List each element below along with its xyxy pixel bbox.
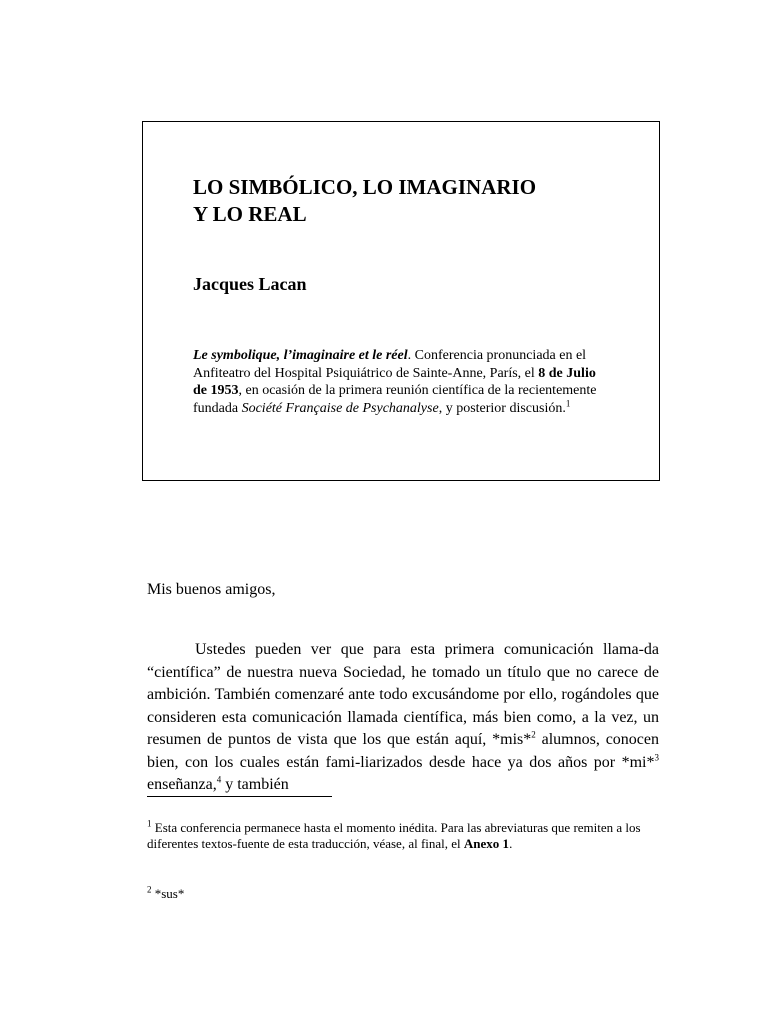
note-text-a: . Conferencia pronunciada en el Anfiteatro del Hospital Psiquiátrico de Sainte-Anne, París, el — [193, 348, 587, 381]
source-note — [193, 347, 613, 417]
title-line-2: Y LO REAL — [193, 202, 307, 226]
footnote-2 — [147, 886, 659, 902]
footnote-1-number: 1 — [147, 818, 152, 829]
title-line-1: LO SIMBÓLICO, LO IMAGINARIO — [193, 175, 537, 199]
note-text-b: , en ocasión de la primera reunión científica de la recientemente fundada — [193, 383, 597, 416]
footnote-1-text: Esta conferencia permanece hasta el momento inédita. Para las abreviaturas que remiten a los diferentes textos-fuente de esta traducción, véase, al final, el — [147, 820, 641, 851]
conference-date: 8 de Julio de 1953 — [193, 365, 596, 398]
footnote-1 — [147, 820, 659, 852]
author-name: Jacques Lacan — [193, 274, 307, 294]
footnote-ref-1[interactable]: 1 — [565, 397, 571, 408]
footnote-1-end: . — [509, 836, 513, 851]
body-part-1: Ustedes pueden ver que para esta primera comunicación llama-da “científica” de nuestra nueva Sociedad, he tomado un título que no carece de ambición. También comenzaré ante todo excusándome por ello, rogándoles que consideren esta comunicación llamada científica, más bien como, a la vez, un resumen de puntos de vista que los que están aquí, *mis* — [147, 641, 659, 748]
society-name: Société Française de Psychanalyse — [241, 400, 439, 416]
footnote-ref-4[interactable]: 4 — [216, 774, 222, 785]
footnote-2-text: *sus* — [151, 886, 185, 901]
body-paragraph — [147, 639, 659, 797]
footnote-1-annex: Anexo 1 — [463, 836, 510, 851]
note-text-c: , y posterior discusión. — [438, 400, 566, 416]
footnote-separator — [147, 796, 332, 797]
original-title: Le symbolique, l’imaginaire et le réel — [193, 348, 408, 363]
title-box — [142, 121, 660, 481]
body-part-4: y también — [221, 776, 289, 793]
footnote-ref-3[interactable]: 3 — [654, 752, 659, 763]
greeting: Mis buenos amigos, — [147, 581, 276, 598]
body-part-2: alumnos, conocen bien, con los cuales están fami-liarizados desde hace ya dos años por *mi* — [147, 731, 659, 771]
document-title — [193, 174, 536, 228]
body-part-3: enseñanza, — [147, 776, 217, 793]
footnote-2-number: 2 — [147, 884, 152, 895]
footnote-ref-2[interactable]: 2 — [531, 729, 536, 740]
